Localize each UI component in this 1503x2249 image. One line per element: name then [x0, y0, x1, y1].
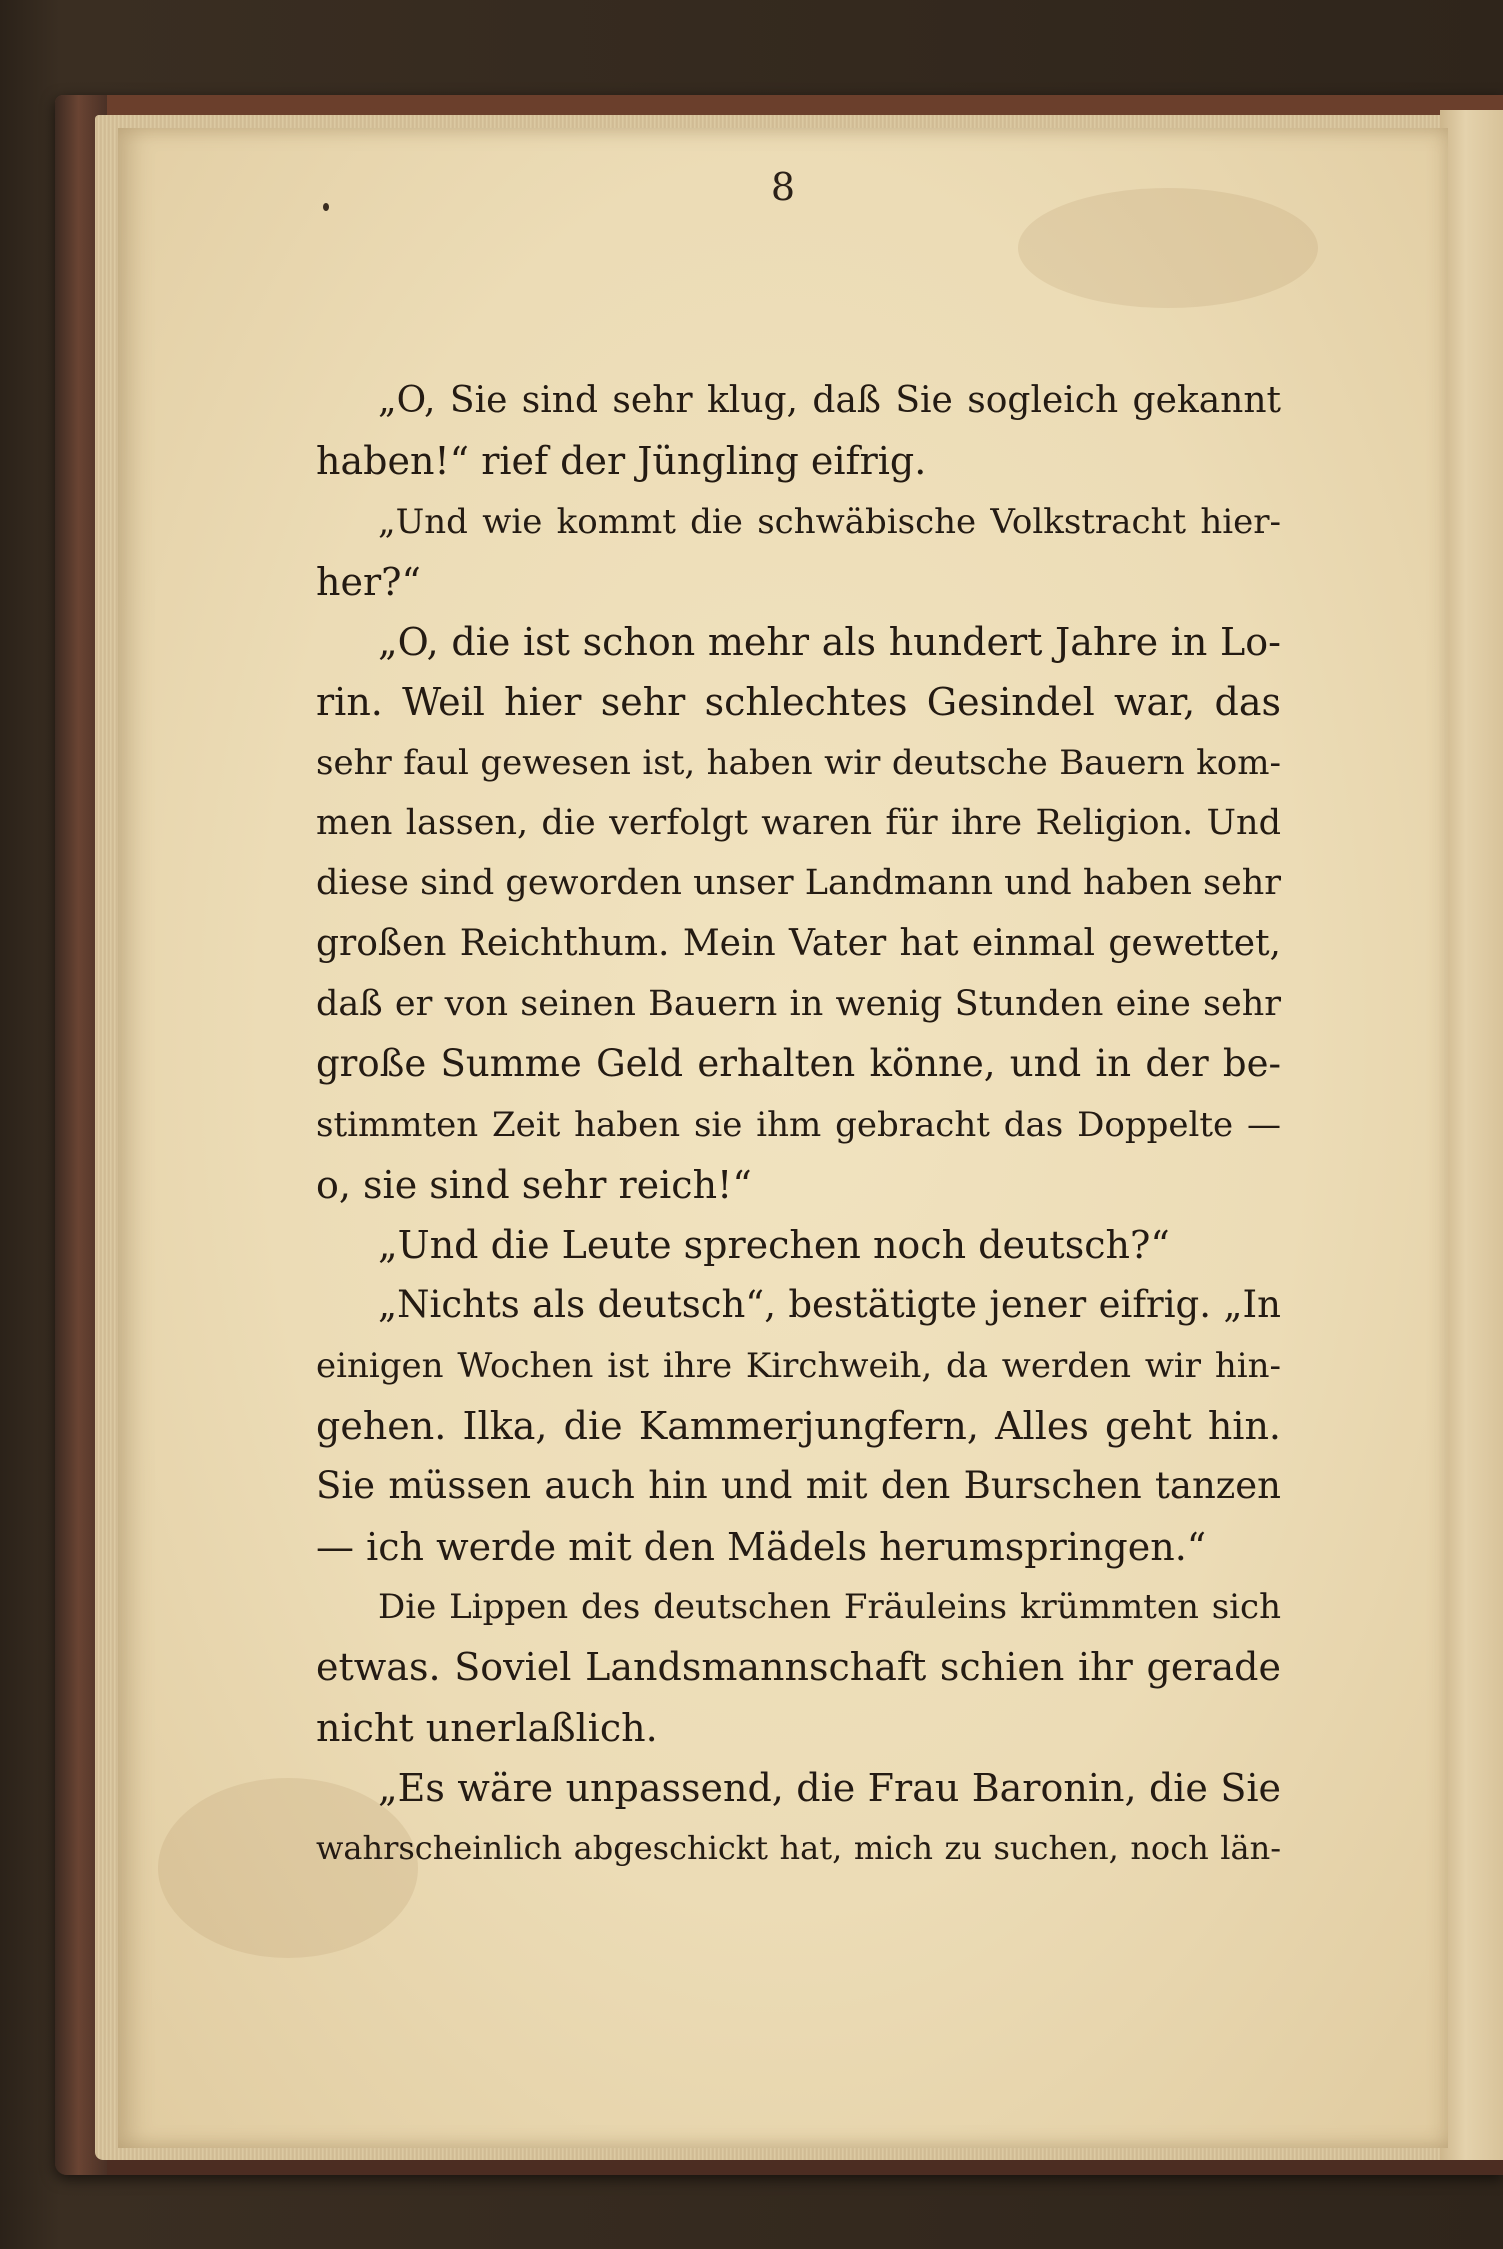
text-line: „Und die Leute sprechen noch deutsch?“: [378, 1223, 1170, 1268]
adjacent-page-edge: [1440, 110, 1503, 2160]
text-line: nicht unerlaßlich.: [316, 1705, 658, 1750]
text-line: „O, die ist schon mehr als hundert Jahre in Lo-: [378, 620, 1281, 665]
text-line: „Nichts als deutsch“, bestätigte jener eifrig. „In: [378, 1283, 1281, 1327]
text-line: „O, Sie sind sehr klug, daß Sie sogleich gekannt: [378, 380, 1281, 421]
page-number: 8: [770, 165, 796, 209]
text-line: „Und wie kommt die schwäbische Volkstracht hier-: [378, 501, 1281, 542]
text-line: Sie müssen auch hin und mit den Burschen tanzen: [316, 1464, 1281, 1508]
text-line: einigen Wochen ist ihre Kirchweih, da werden wir hin-: [316, 1345, 1281, 1386]
text-line: große Summe Geld erhalten könne, und in der be-: [316, 1042, 1281, 1086]
text-line: men lassen, die verfolgt waren für ihre Religion. Und: [316, 803, 1281, 844]
text-line: gehen. Ilka, die Kammerjungfern, Alles geht hin.: [316, 1404, 1281, 1449]
text-line: „Es wäre unpassend, die Frau Baronin, die Sie: [378, 1765, 1281, 1810]
text-line: o, sie sind sehr reich!“: [316, 1162, 752, 1207]
text-line: rin. Weil hier sehr schlechtes Gesindel war, das: [316, 680, 1281, 725]
text-line: großen Reichthum. Mein Vater hat einmal gewettet,: [316, 922, 1281, 964]
text-line: stimmten Zeit haben sie ihm gebracht das Doppelte —: [316, 1104, 1281, 1145]
text-line: daß er von seinen Bauern in wenig Stunden eine sehr: [316, 983, 1281, 1024]
body-text: [316, 371, 1281, 1878]
text-line: diese sind geworden unser Landmann und haben sehr: [316, 863, 1281, 904]
text-line: her?“: [316, 559, 421, 604]
text-line: sehr faul gewesen ist, haben wir deutsche Bauern kom-: [316, 742, 1281, 783]
text-line: Die Lippen des deutschen Fräuleins krümmten sich: [378, 1586, 1281, 1627]
text-line: — ich werde mit den Mädels herumspringen.“: [316, 1524, 1207, 1569]
text-line: haben!“ rief der Jüngling eifrig.: [316, 439, 927, 484]
text-line: wahrscheinlich abgeschickt hat, mich zu suchen, noch län-: [316, 1829, 1281, 1868]
text-line: etwas. Soviel Landsmannschaft schien ihr gerade: [316, 1645, 1281, 1690]
